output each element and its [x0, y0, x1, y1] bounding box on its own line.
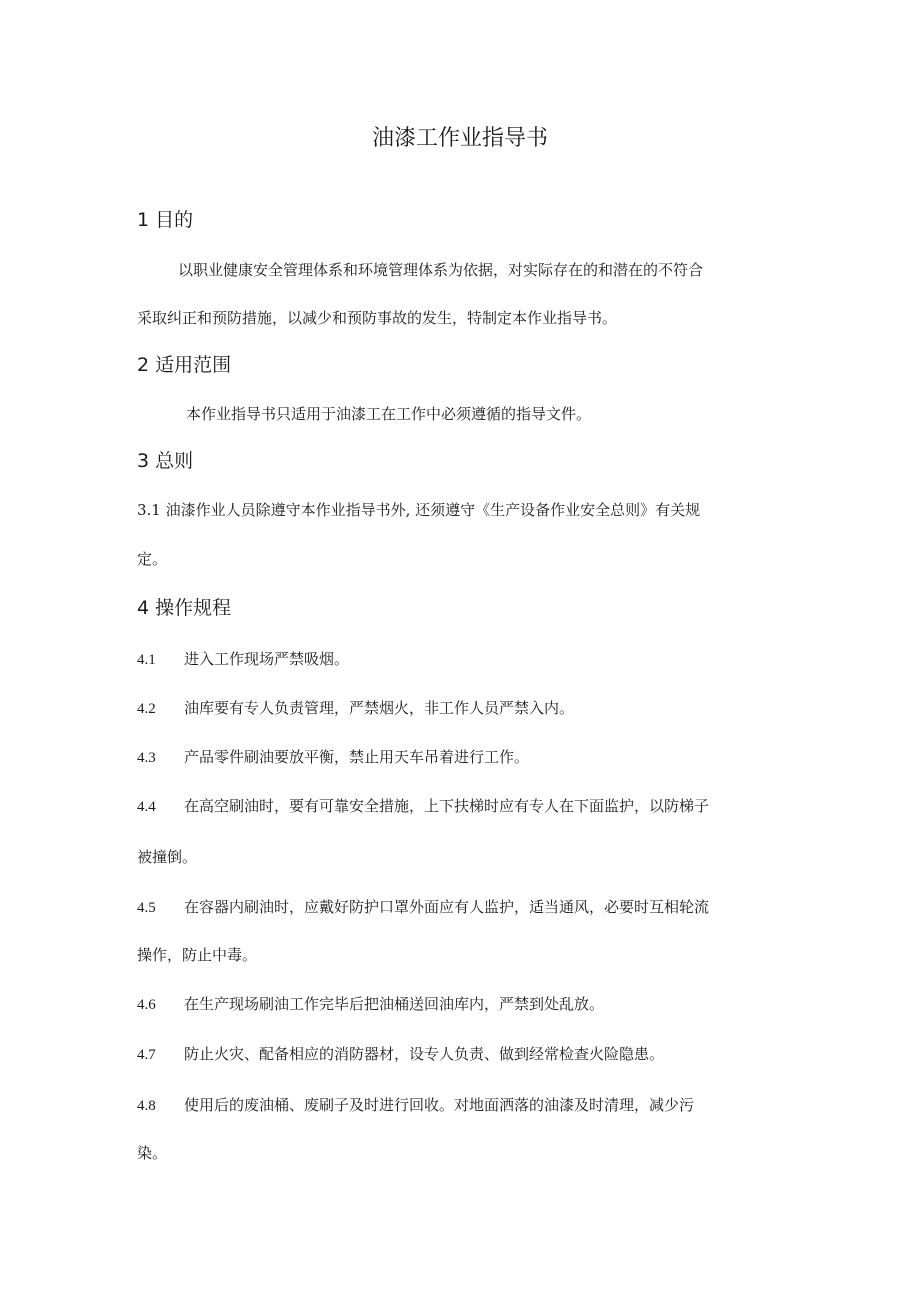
document-title: 油漆工作业指导书 [371, 126, 548, 151]
procedure-item-text: 在高空刷油时，要有可靠安全措施，上下扶梯时应有专人在下面监护，以防梯子 [184, 797, 710, 815]
section-heading-procedures: 4 操作规程 [137, 597, 232, 619]
purpose-paragraph-line2: 采取纠正和预防措施，以减少和预防事故的发生，特制定本作业指导书。 [137, 309, 618, 327]
procedure-item-text: 防止火灾、配备相应的消防器材，设专人负责、做到经常检查火险隐患。 [184, 1045, 665, 1063]
procedure-item-number: 4.2 [137, 701, 156, 717]
section-heading-scope: 2 适用范围 [137, 354, 232, 376]
section-heading-general: 3 总则 [137, 450, 194, 472]
procedure-item [137, 1093, 694, 1118]
procedure-item-number: 4.6 [137, 997, 156, 1013]
procedure-item [137, 794, 709, 819]
general-paragraph-line2: 定。 [137, 550, 168, 568]
procedure-item-text: 油库要有专人负责管理，严禁烟火，非工作人员严禁入内。 [184, 699, 575, 717]
procedure-item [137, 992, 604, 1017]
procedure-item [137, 1042, 664, 1067]
procedure-item-number: 4.7 [137, 1047, 156, 1063]
procedure-item-text: 在容器内刷油时，应戴好防护口罩外面应有人监护，适当通风，必要时互相轮流 [184, 898, 710, 916]
scope-paragraph: 本作业指导书只适用于油漆工在工作中必须遵循的指导文件。 [186, 405, 592, 423]
general-paragraph-line1: 3.1 油漆作业人员除遵守本作业指导书外, 还须遵守《生产设备作业安全总则》有关规 [137, 501, 701, 519]
procedure-item-continuation: 操作，防止中毒。 [137, 946, 258, 964]
purpose-paragraph-line1: 以职业健康安全管理体系和环境管理体系为依据，对实际存在的和潜在的不符合 [178, 261, 704, 279]
procedure-item-text: 在生产现场刷油工作完毕后把油桶送回油库内，严禁到处乱放。 [184, 995, 605, 1013]
procedure-item [137, 696, 574, 721]
procedure-item [137, 895, 709, 920]
procedure-item-number: 4.5 [137, 900, 156, 916]
procedure-item-number: 4.1 [137, 652, 156, 668]
procedure-item-number: 4.8 [137, 1098, 156, 1114]
procedure-item [137, 745, 529, 770]
procedure-item [137, 647, 349, 672]
procedure-item-continuation: 被撞倒。 [137, 848, 198, 866]
procedure-item-text: 使用后的废油桶、废刷子及时进行回收。对地面洒落的油漆及时清理，减少污 [184, 1096, 695, 1114]
procedure-item-number: 4.4 [137, 799, 156, 815]
procedure-item-continuation: 染。 [137, 1144, 168, 1162]
section-heading-purpose: 1 目的 [137, 209, 194, 231]
procedure-item-text: 产品零件刷油要放平衡，禁止用天车吊着进行工作。 [184, 748, 530, 766]
procedure-item-text: 进入工作现场严禁吸烟。 [184, 650, 350, 668]
procedure-item-number: 4.3 [137, 750, 156, 766]
